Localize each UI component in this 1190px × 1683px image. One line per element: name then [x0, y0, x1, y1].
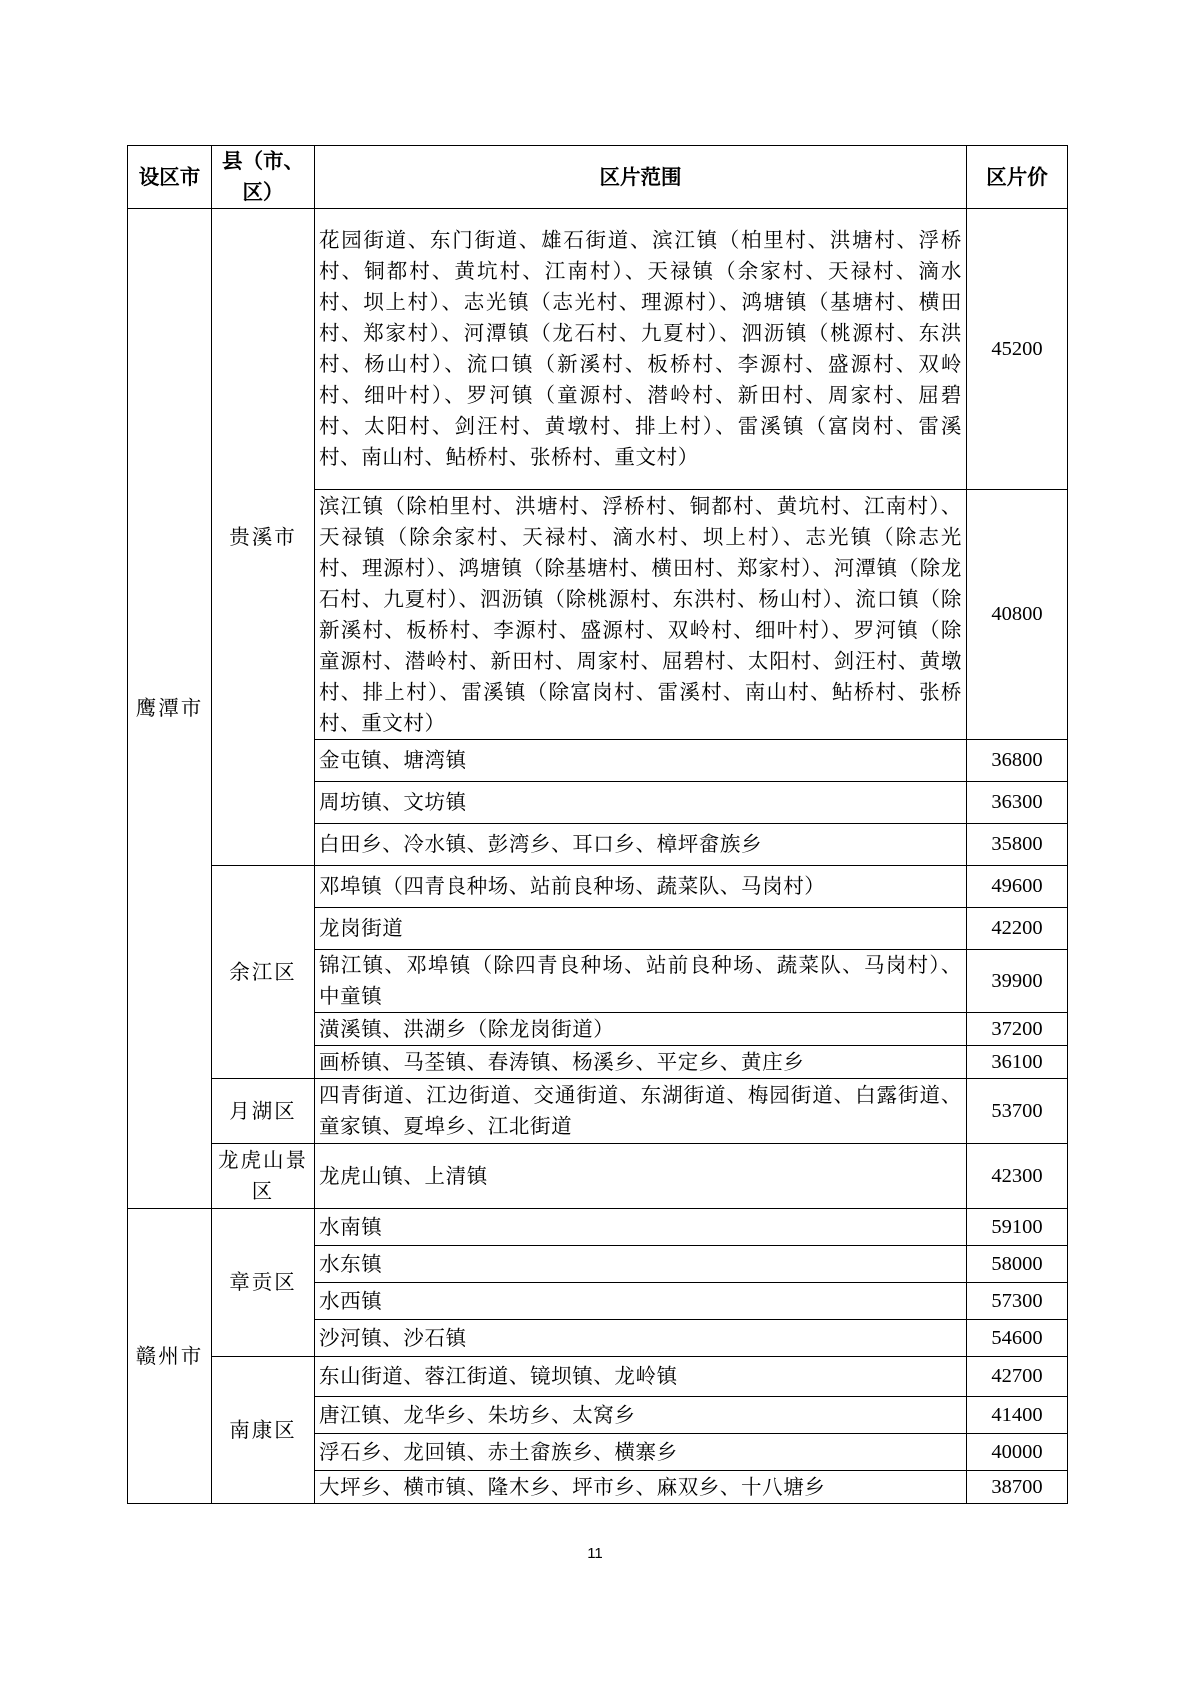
range-cell: 大坪乡、横市镇、隆木乡、坪市乡、麻双乡、十八塘乡	[315, 1471, 967, 1504]
range-cell: 沙河镇、沙石镇	[315, 1320, 967, 1357]
table-row	[128, 1209, 1068, 1246]
price-cell: 36100	[967, 1046, 1068, 1079]
price-cell: 42300	[967, 1144, 1068, 1209]
price-cell: 37200	[967, 1013, 1068, 1046]
range-cell: 金屯镇、塘湾镇	[315, 740, 967, 782]
city-cell: 鹰潭市	[128, 209, 212, 1209]
price-cell: 49600	[967, 866, 1068, 908]
county-cell: 龙虎山景区	[212, 1144, 315, 1209]
table-row	[128, 209, 1068, 490]
price-cell: 57300	[967, 1283, 1068, 1320]
table-row	[128, 1357, 1068, 1397]
county-cell: 章贡区	[212, 1209, 315, 1357]
range-cell: 锦江镇、邓埠镇（除四青良种场、站前良种场、蔬菜队、马岗村）、中童镇	[315, 950, 967, 1013]
county-cell: 月湖区	[212, 1079, 315, 1144]
price-cell: 36800	[967, 740, 1068, 782]
price-cell: 39900	[967, 950, 1068, 1013]
range-cell: 周坊镇、文坊镇	[315, 782, 967, 824]
header-price: 区片价	[967, 146, 1068, 209]
range-cell: 东山街道、蓉江街道、镜坝镇、龙岭镇	[315, 1357, 967, 1397]
table-row	[128, 1079, 1068, 1144]
price-cell: 42200	[967, 908, 1068, 950]
price-cell: 42700	[967, 1357, 1068, 1397]
range-cell: 浮石乡、龙回镇、赤土畲族乡、横寨乡	[315, 1434, 967, 1471]
table-header-row	[128, 146, 1068, 209]
page-number: 11	[587, 1545, 603, 1562]
table-row	[128, 866, 1068, 908]
range-cell: 唐江镇、龙华乡、朱坊乡、太窝乡	[315, 1397, 967, 1434]
price-cell: 35800	[967, 824, 1068, 866]
price-cell: 36300	[967, 782, 1068, 824]
price-cell: 38700	[967, 1471, 1068, 1504]
price-cell: 41400	[967, 1397, 1068, 1434]
range-cell: 水东镇	[315, 1246, 967, 1283]
price-cell: 40000	[967, 1434, 1068, 1471]
header-county: 县（市、区）	[212, 146, 315, 209]
range-cell: 邓埠镇（四青良种场、站前良种场、蔬菜队、马岗村）	[315, 866, 967, 908]
range-cell: 龙岗街道	[315, 908, 967, 950]
range-cell: 滨江镇（除柏里村、洪塘村、浮桥村、铜都村、黄坑村、江南村）、天禄镇（除余家村、天禄村、滴水村、坝上村）、志光镇（除志光村、理源村）、鸿塘镇（除基塘村、横田村、郑家村）、河潭镇（除龙石村、九夏村）、泗沥镇（除桃源村、东洪村、杨山村）、流口镇（除新溪村、板桥村、李源村、盛源村、双岭村、细叶村）、罗河镇（除童源村、潜岭村、新田村、周家村、屈碧村、太阳村、剑汪村、黄墩村、排上村）、雷溪镇（除富岗村、雷溪村、南山村、鲇桥村、张桥村、重文村）	[315, 490, 967, 740]
range-cell: 水南镇	[315, 1209, 967, 1246]
county-cell: 南康区	[212, 1357, 315, 1504]
range-cell: 花园街道、东门街道、雄石街道、滨江镇（柏里村、洪塘村、浮桥村、铜都村、黄坑村、江南村）、天禄镇（余家村、天禄村、滴水村、坝上村）、志光镇（志光村、理源村）、鸿塘镇（基塘村、横田村、郑家村）、河潭镇（龙石村、九夏村）、泗沥镇（桃源村、东洪村、杨山村）、流口镇（新溪村、板桥村、李源村、盛源村、双岭村、细叶村）、罗河镇（童源村、潜岭村、新田村、周家村、屈碧村、太阳村、剑汪村、黄墩村、排上村）、雷溪镇（富岗村、雷溪村、南山村、鲇桥村、张桥村、重文村）	[315, 209, 967, 490]
header-city: 设区市	[128, 146, 212, 209]
county-cell: 余江区	[212, 866, 315, 1079]
range-cell: 水西镇	[315, 1283, 967, 1320]
table-row	[128, 1144, 1068, 1209]
range-cell: 画桥镇、马荃镇、春涛镇、杨溪乡、平定乡、黄庄乡	[315, 1046, 967, 1079]
range-cell: 潢溪镇、洪湖乡（除龙岗街道）	[315, 1013, 967, 1046]
land-price-table	[127, 145, 1068, 1504]
price-cell: 45200	[967, 209, 1068, 490]
price-cell: 53700	[967, 1079, 1068, 1144]
price-cell: 59100	[967, 1209, 1068, 1246]
header-range: 区片范围	[315, 146, 967, 209]
county-cell: 贵溪市	[212, 209, 315, 866]
range-cell: 四青街道、江边街道、交通街道、东湖街道、梅园街道、白露街道、童家镇、夏埠乡、江北街道	[315, 1079, 967, 1144]
price-cell: 40800	[967, 490, 1068, 740]
range-cell: 龙虎山镇、上清镇	[315, 1144, 967, 1209]
city-cell: 赣州市	[128, 1209, 212, 1504]
price-cell: 54600	[967, 1320, 1068, 1357]
price-cell: 58000	[967, 1246, 1068, 1283]
range-cell: 白田乡、冷水镇、彭湾乡、耳口乡、樟坪畲族乡	[315, 824, 967, 866]
